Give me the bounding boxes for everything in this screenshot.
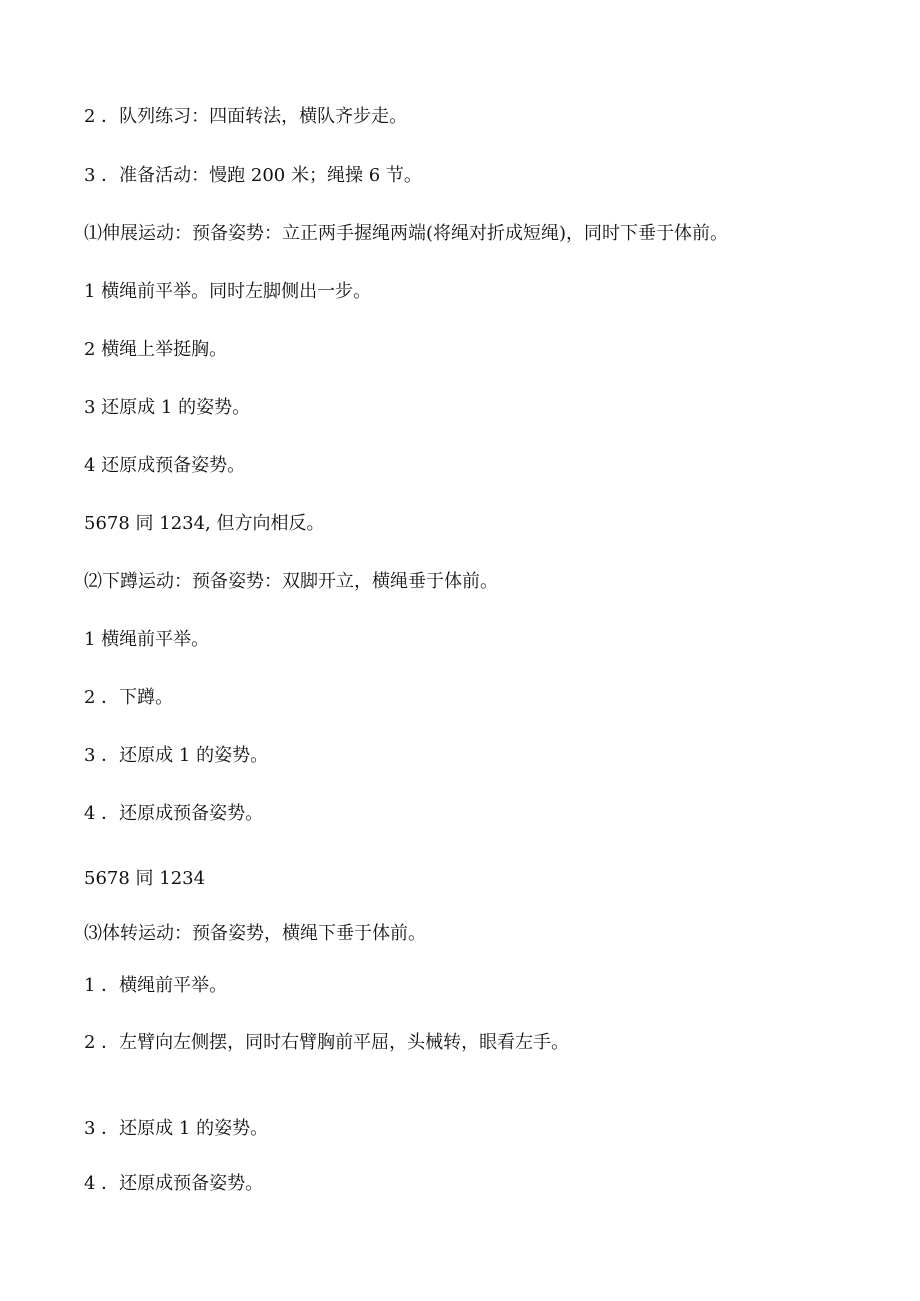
text-line: 1 横绳前平举。 [84, 629, 210, 650]
text-line: ⑶体转运动：预备姿势，横绳下垂于体前。 [84, 923, 426, 944]
text-line: 2 横绳上举挺胸。 [84, 339, 228, 360]
text-line: 3 ．还原成 1 的姿势。 [84, 1118, 269, 1139]
text-line: 1 ．横绳前平举。 [84, 975, 228, 996]
text-line: 3 ．还原成 1 的姿势。 [84, 745, 269, 766]
text-line: 4 还原成预备姿势。 [84, 455, 246, 476]
text-line: 5678 同 1234 [84, 868, 206, 889]
text-line: 3 ．准备活动：慢跑 200 米；绳操 6 节。 [84, 165, 422, 186]
text-line: 2 ．队列练习：四面转法，横队齐步走。 [84, 106, 408, 127]
text-line: 4 ．还原成预备姿势。 [84, 1173, 264, 1194]
text-line: 2 ．左臂向左侧摆，同时右臂胸前平屈，头械转，眼看左手。 [84, 1032, 570, 1053]
text-line: 4 ．还原成预备姿势。 [84, 803, 264, 824]
text-line: 2 ．下蹲。 [84, 687, 174, 708]
text-line: 5678 同 1234, 但方向相反。 [84, 513, 325, 534]
text-line: ⑵下蹲运动：预备姿势：双脚开立，横绳垂于体前。 [84, 571, 498, 592]
text-line: 1 横绳前平举。同时左脚侧出一步。 [84, 281, 372, 302]
text-line: 3 还原成 1 的姿势。 [84, 397, 251, 418]
text-line: ⑴伸展运动：预备姿势：立正两手握绳两端(将绳对折成短绳)，同时下垂于体前。 [84, 223, 729, 244]
